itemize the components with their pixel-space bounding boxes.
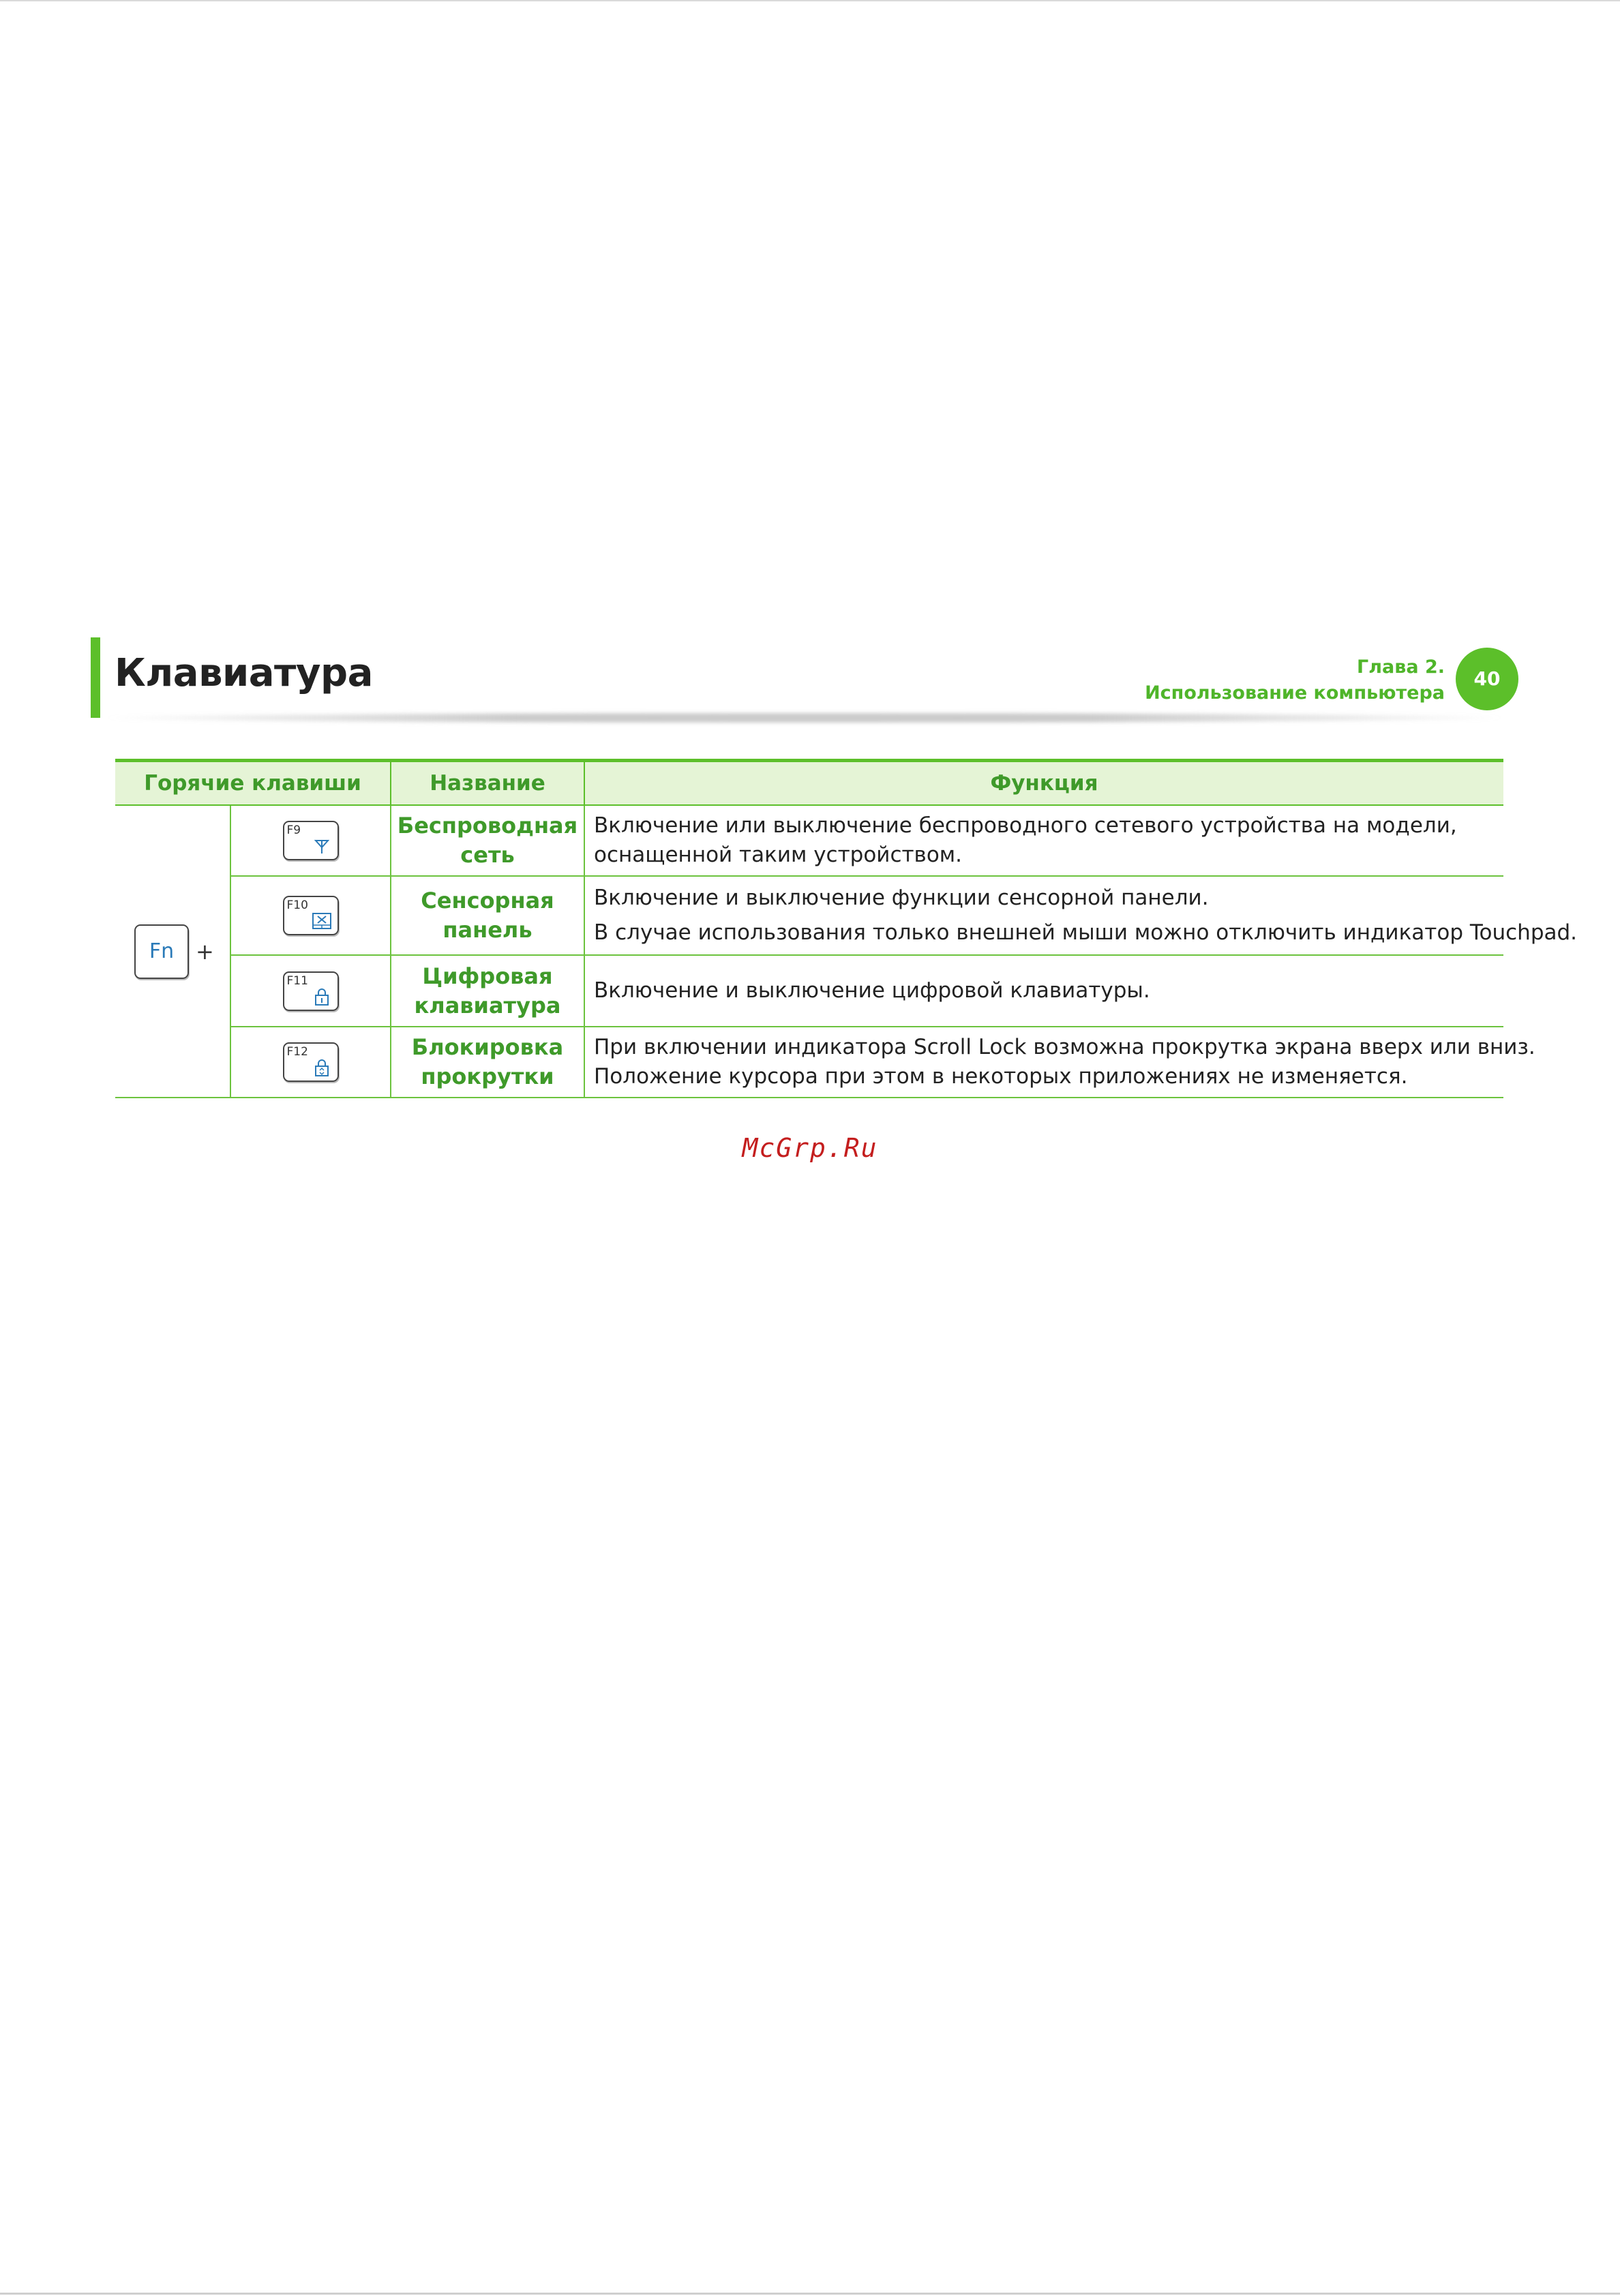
page-title: Клавиатура xyxy=(115,651,373,695)
name-line: Сенсорная xyxy=(421,888,554,913)
fn-combo-cell xyxy=(115,805,230,1098)
key-cell xyxy=(230,805,391,876)
f11-key xyxy=(283,971,339,1011)
wireless-antenna-icon xyxy=(311,836,333,856)
key-label: F9 xyxy=(286,824,301,837)
name-cell xyxy=(391,1027,584,1098)
chapter-heading xyxy=(1145,654,1445,706)
name-line: Цифровая xyxy=(422,963,553,989)
name-line: Блокировка xyxy=(411,1034,564,1060)
top-border xyxy=(0,0,1620,1)
fn-key: Fn xyxy=(134,924,189,979)
function-text: Включение и выключение цифровой клавиатуры. xyxy=(594,978,1150,1003)
function-cell xyxy=(584,876,1578,955)
key-label: F10 xyxy=(286,898,308,912)
column-header-name: Название xyxy=(391,761,584,806)
f10-key xyxy=(283,896,339,935)
chapter-number: Глава 2. xyxy=(1357,656,1445,678)
key-cell xyxy=(230,876,391,955)
table-row xyxy=(115,805,1503,876)
plus-sign: + xyxy=(196,938,214,965)
f9-key xyxy=(283,821,339,860)
function-cell xyxy=(584,1027,1535,1098)
num-lock-icon xyxy=(311,987,333,1006)
name-line: прокрутки xyxy=(421,1063,554,1089)
chapter-title: Использование компьютера xyxy=(1145,682,1445,704)
function-text: Включение и выключение функции сенсорной панели. xyxy=(594,886,1209,910)
table-row xyxy=(115,876,1503,955)
name-line: сеть xyxy=(460,842,515,868)
table-row xyxy=(115,1027,1503,1098)
key-cell xyxy=(230,955,391,1027)
scroll-lock-icon xyxy=(311,1058,333,1077)
title-accent-bar xyxy=(91,637,100,718)
name-cell xyxy=(391,876,584,955)
function-text: оснащенной таким устройством. xyxy=(594,843,963,867)
function-cell xyxy=(584,955,1503,1027)
key-cell xyxy=(230,1027,391,1098)
table-row xyxy=(115,955,1503,1027)
column-header-hotkeys: Горячие клавиши xyxy=(115,761,391,806)
name-line: панель xyxy=(442,917,532,943)
function-text: Включение или выключение беспроводного сетевого устройства на модели, xyxy=(594,813,1457,838)
name-line: Беспроводная xyxy=(397,813,578,839)
f12-key xyxy=(283,1042,339,1082)
function-text: При включении индикатора Scroll Lock возможна прокрутка экрана вверх или вниз. xyxy=(594,1035,1535,1059)
watermark-text: McGrp.Ru xyxy=(742,1133,878,1163)
column-header-function: Функция xyxy=(584,761,1503,806)
hotkeys-table xyxy=(115,759,1578,1098)
function-text: В случае использования только внешней мыши можно отключить индикатор Touchpad. xyxy=(594,920,1578,945)
table-header-row xyxy=(115,761,1503,806)
key-label: F12 xyxy=(286,1045,308,1059)
touchpad-off-icon xyxy=(311,911,333,931)
name-cell xyxy=(391,955,584,1027)
header-divider-shadow xyxy=(102,713,1507,723)
function-cell xyxy=(584,805,1503,876)
page-number-badge: 40 xyxy=(1456,648,1518,710)
function-text: Положение курсора при этом в некоторых приложениях не изменяется. xyxy=(594,1064,1408,1089)
name-line: клавиатура xyxy=(414,992,561,1018)
name-cell xyxy=(391,805,584,876)
bottom-border xyxy=(0,2293,1620,2295)
key-label: F11 xyxy=(286,973,308,988)
